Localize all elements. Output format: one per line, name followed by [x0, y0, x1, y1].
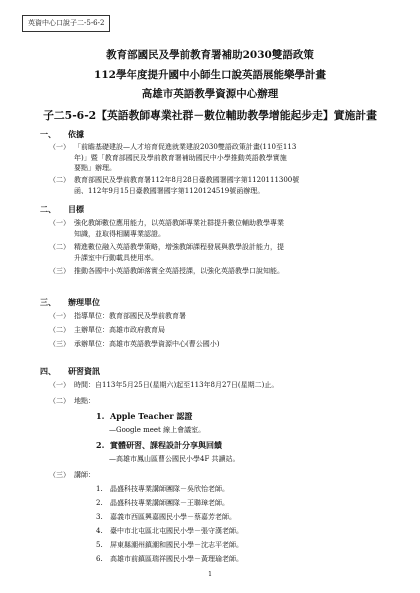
section-title: 研習資訊 [68, 366, 100, 376]
venue-item [96, 440, 222, 450]
list-item [49, 311, 389, 322]
page-number: 1 [208, 571, 212, 578]
item-text-line: 地點： [74, 397, 95, 405]
venue-label: Apple Teacher 認證 [110, 411, 193, 421]
item-number: （二） [49, 397, 70, 405]
list-item [49, 396, 389, 407]
section-heading [40, 297, 100, 308]
item-number: （一） [49, 312, 70, 320]
section-heading [40, 204, 84, 215]
item-text-line: 年)」暨「教育部國民及學前教育署補助國民中小學推動英語教學實施 [74, 153, 287, 162]
item-text-line: 教育部國民及學前教育署112年8月28日臺教國署國字第1120111300號 [74, 176, 300, 184]
list-item [49, 175, 389, 196]
item-text-line: 函、112年9月15日臺教國署國字第1120124519號函辦理。 [74, 186, 265, 195]
item-number: （一） [49, 143, 70, 151]
section-heading [40, 129, 84, 140]
item-text-line: 強化教師數位應用能力，以英語教師專業社群提升數位輔助教學專業 [74, 219, 284, 227]
lecturer-number: 3. [96, 513, 103, 521]
item-number: （三） [49, 267, 70, 275]
section-number: 一、 [40, 129, 56, 139]
lecturer-number: 5. [96, 541, 103, 549]
item-number: （三） [49, 340, 70, 348]
venue-label: 實體研習、課程設計分享與回饋 [110, 440, 222, 450]
item-text-line: 時間：自113年5月25日(星期六)起至113年8月27日(星期二)止。 [74, 381, 279, 389]
lecturer-text: 嘉義市西區興嘉國民小學－蔡嘉芳老師。 [110, 513, 236, 521]
lecturer-item [96, 498, 229, 508]
list-item [49, 218, 389, 239]
list-item [49, 142, 389, 174]
lecturer-item [96, 526, 243, 536]
item-text-line: 升課室中行動載具使用率。 [74, 253, 158, 262]
lecturer-item [96, 512, 236, 522]
plan-title: 子二5-6-2【英語教師專業社群－數位輔助教學增能起步走】實施計畫 [43, 109, 377, 122]
item-text-line: 知識，並取得相關專業認證。 [74, 229, 165, 238]
item-text-line: 推動各國中小英語教師落實全英語授課，以強化英語教學口說知能。 [74, 267, 284, 275]
section-number: 二、 [40, 204, 56, 214]
section-number: 四、 [40, 366, 56, 376]
lecturer-text: 高雄市前鎮區瑞祥國民小學－黃理瑜老師。 [110, 555, 243, 563]
section-title: 依據 [68, 129, 84, 139]
venue-number: 1. [96, 411, 105, 421]
list-item [49, 325, 389, 336]
lecturer-number: 1. [96, 485, 103, 493]
item-number: （三） [49, 471, 70, 479]
section-number: 三、 [40, 297, 56, 307]
section-title: 辦理單位 [68, 297, 100, 307]
list-item [49, 470, 389, 481]
lecturer-text: 晶盛科技專業講師團隊－王聯璋老師。 [110, 499, 229, 507]
venue-item [96, 411, 192, 421]
list-item [49, 380, 389, 391]
document-code-tag: 英資中心口說子二-5-6-2 [22, 15, 110, 32]
item-number: （二） [49, 243, 70, 251]
venue-detail: —Google meet 線上會議室。 [109, 426, 206, 434]
section-title: 目標 [68, 204, 84, 214]
lecturer-item [96, 484, 229, 494]
item-text-line: 指導單位：教育部國民及學前教育署 [74, 312, 186, 320]
item-number: （二） [49, 326, 70, 334]
lecturer-number: 4. [96, 527, 103, 535]
lecturer-text: 屏東縣潮州鎮潮和國民小學－沈志平老師。 [110, 541, 243, 549]
item-number: （一） [49, 381, 70, 389]
item-text-line: 講師： [74, 471, 95, 479]
list-item [49, 266, 389, 277]
lecturer-number: 2. [96, 499, 103, 507]
item-text-line: 精進數位融入英語教學策略，增強教師課程發展與教學設計能力，提 [74, 243, 284, 251]
lecturer-number: 6. [96, 555, 103, 563]
item-text-line: 承辦單位：高雄市英語教學資源中心(曹公國小) [74, 340, 220, 348]
list-item [49, 242, 389, 263]
lecturer-text: 晶盛科技專業講師團隊－吳欣怡老師。 [110, 485, 229, 493]
venue-detail: —高雄市鳳山區曹公國民小學4F 共讀站。 [109, 455, 240, 463]
section-heading [40, 366, 100, 377]
venue-number: 2. [96, 440, 105, 450]
item-text-line: 要點」辦理。 [74, 164, 116, 172]
lecturer-text: 臺中市北屯區北屯國民小學－張守漢老師。 [110, 527, 243, 535]
item-number: （二） [49, 176, 70, 184]
title-line-2: 112學年度提升國中小師生口說英語展能樂學計畫 [94, 69, 326, 81]
title-line-1: 教育部國民及學前教育署補助2030雙語政策 [106, 49, 314, 61]
title-line-3: 高雄市英語教學資源中心辦理 [141, 88, 279, 100]
list-item [49, 339, 389, 350]
item-text-line: 「前瞻基礎建設—人才培育促進就業建設2030雙語政策計畫(110至113 [74, 143, 297, 151]
lecturer-item [96, 554, 243, 564]
lecturer-item [96, 540, 243, 550]
item-text-line: 主辦單位：高雄市政府教育局 [74, 326, 165, 334]
item-number: （一） [49, 219, 70, 227]
